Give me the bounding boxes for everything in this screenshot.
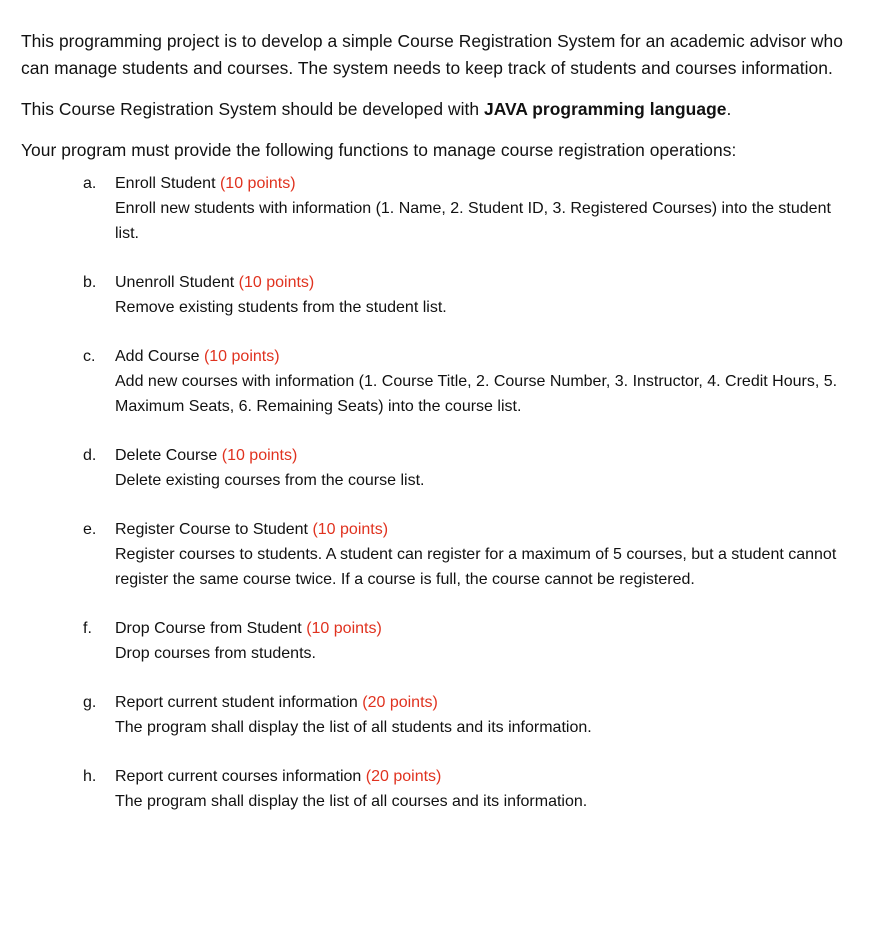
item-description: The program shall display the list of all students and its information. (115, 719, 592, 736)
item-description: Register courses to students. A student can register for a maximum of 5 courses, but a student cannot register the same course twice. If a course is full, the course cannot be registered. (115, 546, 837, 588)
item-marker: f. (83, 620, 92, 637)
item-points: (20 points) (362, 694, 438, 711)
function-item-drop-course (83, 616, 843, 666)
item-description: Add new courses with information (1. Course Title, 2. Course Number, 3. Instructor, 4. Credit Hours, 5. Maximum Seats, 6. Remaining Seats) into the course list. (115, 373, 838, 415)
item-points: (10 points) (238, 274, 315, 291)
function-item-add-course (83, 344, 843, 419)
item-points: (10 points) (312, 521, 389, 538)
item-heading (115, 517, 843, 542)
item-heading (115, 171, 843, 196)
item-title: Report current student information (115, 694, 358, 711)
item-title: Delete Course (115, 447, 218, 464)
language-paragraph (21, 96, 843, 123)
item-points: (20 points) (365, 768, 442, 785)
functions-list (83, 171, 843, 814)
item-heading (115, 270, 843, 295)
item-marker: g. (83, 694, 97, 711)
functions-intro-paragraph: Your program must provide the following functions to manage course registration operations: (21, 140, 737, 160)
function-item-unenroll-student (83, 270, 843, 320)
item-heading (115, 690, 843, 715)
item-description: Delete existing courses from the course list. (115, 472, 425, 489)
item-title: Enroll Student (115, 175, 216, 192)
item-marker: h. (83, 768, 97, 785)
item-heading (115, 616, 843, 641)
function-item-register-course (83, 517, 843, 592)
function-item-report-courses (83, 764, 843, 814)
item-title: Unenroll Student (115, 274, 235, 291)
item-marker: a. (83, 175, 97, 192)
item-title: Add Course (115, 348, 200, 365)
item-heading (115, 443, 843, 468)
item-heading (115, 344, 843, 369)
language-name: JAVA programming language (483, 99, 727, 119)
function-item-enroll-student (83, 171, 843, 246)
item-marker: c. (83, 348, 96, 365)
item-heading (115, 764, 843, 789)
item-points: (10 points) (203, 348, 280, 365)
item-points: (10 points) (221, 447, 298, 464)
function-item-report-students (83, 690, 843, 740)
item-marker: e. (83, 521, 97, 538)
item-title: Drop Course from Student (115, 620, 302, 637)
item-description: The program shall display the list of all courses and its information. (115, 793, 588, 810)
language-text-after: . (726, 99, 732, 119)
item-description: Remove existing students from the student list. (115, 299, 447, 316)
item-marker: b. (83, 274, 97, 291)
item-points: (10 points) (219, 175, 296, 192)
function-item-delete-course (83, 443, 843, 493)
language-text-before: This Course Registration System should be developed with (21, 99, 484, 119)
item-title: Register Course to Student (115, 521, 308, 538)
intro-paragraph: This programming project is to develop a simple Course Registration System for an academic advisor who can manage students and courses. The system needs to keep track of students and courses information. (21, 31, 843, 78)
item-description: Enroll new students with information (1. Name, 2. Student ID, 3. Registered Courses) into the student list. (115, 200, 831, 242)
document-page (21, 28, 843, 838)
item-title: Report current courses information (115, 768, 362, 785)
item-description: Drop courses from students. (115, 645, 316, 662)
item-points: (10 points) (306, 620, 382, 637)
item-marker: d. (83, 447, 97, 464)
